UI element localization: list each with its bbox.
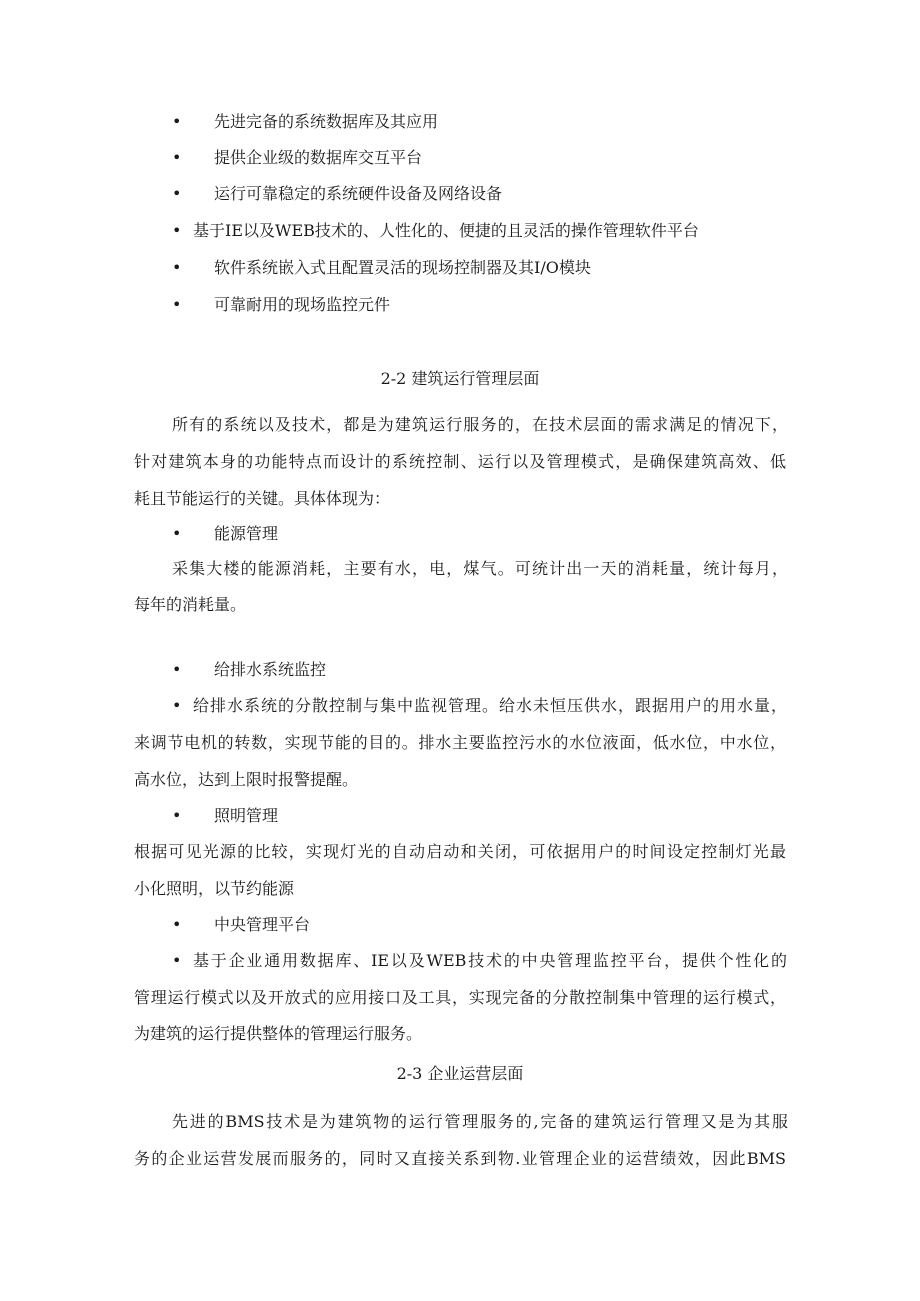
paragraph-line: 先进的BMS技术是为建筑物的运行管理服务的,完备的建筑运行管理又是为其服 [172,1112,788,1131]
bullet-marker: • [172,660,182,679]
list-item: 先进完备的系统数据库及其应用 [214,112,439,131]
list-item: 可靠耐用的现场监控元件 [214,295,391,314]
paragraph-line: 高水位，达到上限时报警提醒。 [134,770,359,789]
subsection-title: 能源管理 [214,524,279,543]
paragraph-line: 来调节电机的转数，实现节能的目的。排水主要监控污水的水位液面，低水位，中水位， [134,733,786,752]
paragraph-line: 所有的系统以及技术，都是为建筑运行服务的，在技术层面的需求满足的情况下， [172,415,788,434]
list-item: 软件系统嵌入式且配置灵活的现场控制器及其I/O模块 [214,258,591,277]
bullet-marker: • [172,184,182,203]
paragraph-line: 基于企业通用数据库、IE以及WEB技术的中央管理监控平台，提供个性化的 [193,951,787,970]
subsection-title: 给排水系统监控 [214,660,327,679]
list-item: 提供企业级的数据库交互平台 [214,148,423,167]
section-heading: 2-3 企业运营层面 [396,1064,524,1083]
paragraph-line: 每年的消耗量。 [134,595,247,614]
bullet-marker: • [172,148,182,167]
bullet-marker: • [172,915,182,934]
bullet-marker: • [172,951,182,970]
bullet-marker: • [172,806,182,825]
paragraph-line: 务的企业运营发展而服务的，同时又直接关系到物.业管理企业的运营绩效，因此BMS [134,1149,786,1168]
paragraph-line: 根据可见光源的比较，实现灯光的自动启动和关闭，可依据用户的时间设定控制灯光最 [134,842,786,861]
list-item: 运行可靠稳定的系统硬件设备及网络设备 [214,184,503,203]
paragraph-line: 给排水系统的分散控制与集中监视管理。给水未恒压供水，跟据用户的用水量， [193,696,787,715]
bullet-marker: • [172,524,182,543]
list-item: 基于IE以及WEB技术的、人性化的、便捷的且灵活的操作管理软件平台 [193,221,699,240]
bullet-marker: • [172,696,182,715]
paragraph-line: 管理运行模式以及开放式的应用接口及工具，实现完备的分散控制集中管理的运行模式， [134,988,786,1007]
section-heading: 2-2 建筑运行管理层面 [380,369,540,388]
bullet-marker: • [172,295,182,314]
paragraph-line: 针对建筑本身的功能特点而设计的系统控制、运行以及管理模式，是确保建筑高效、低 [134,452,786,471]
bullet-marker: • [172,112,182,131]
bullet-marker: • [172,258,182,277]
paragraph-line: 耗且节能运行的关键。具体体现为： [134,489,391,508]
subsection-title: 照明管理 [214,806,279,825]
bullet-marker: • [172,221,182,240]
paragraph-line: 小化照明，以节约能源 [134,879,295,898]
paragraph-line: 为建筑的运行提供整体的管理运行服务。 [134,1024,423,1043]
paragraph-line: 采集大楼的能源消耗，主要有水，电，煤气。可统计出一天的消耗量，统计每月， [172,559,788,578]
subsection-title: 中央管理平台 [214,915,311,934]
